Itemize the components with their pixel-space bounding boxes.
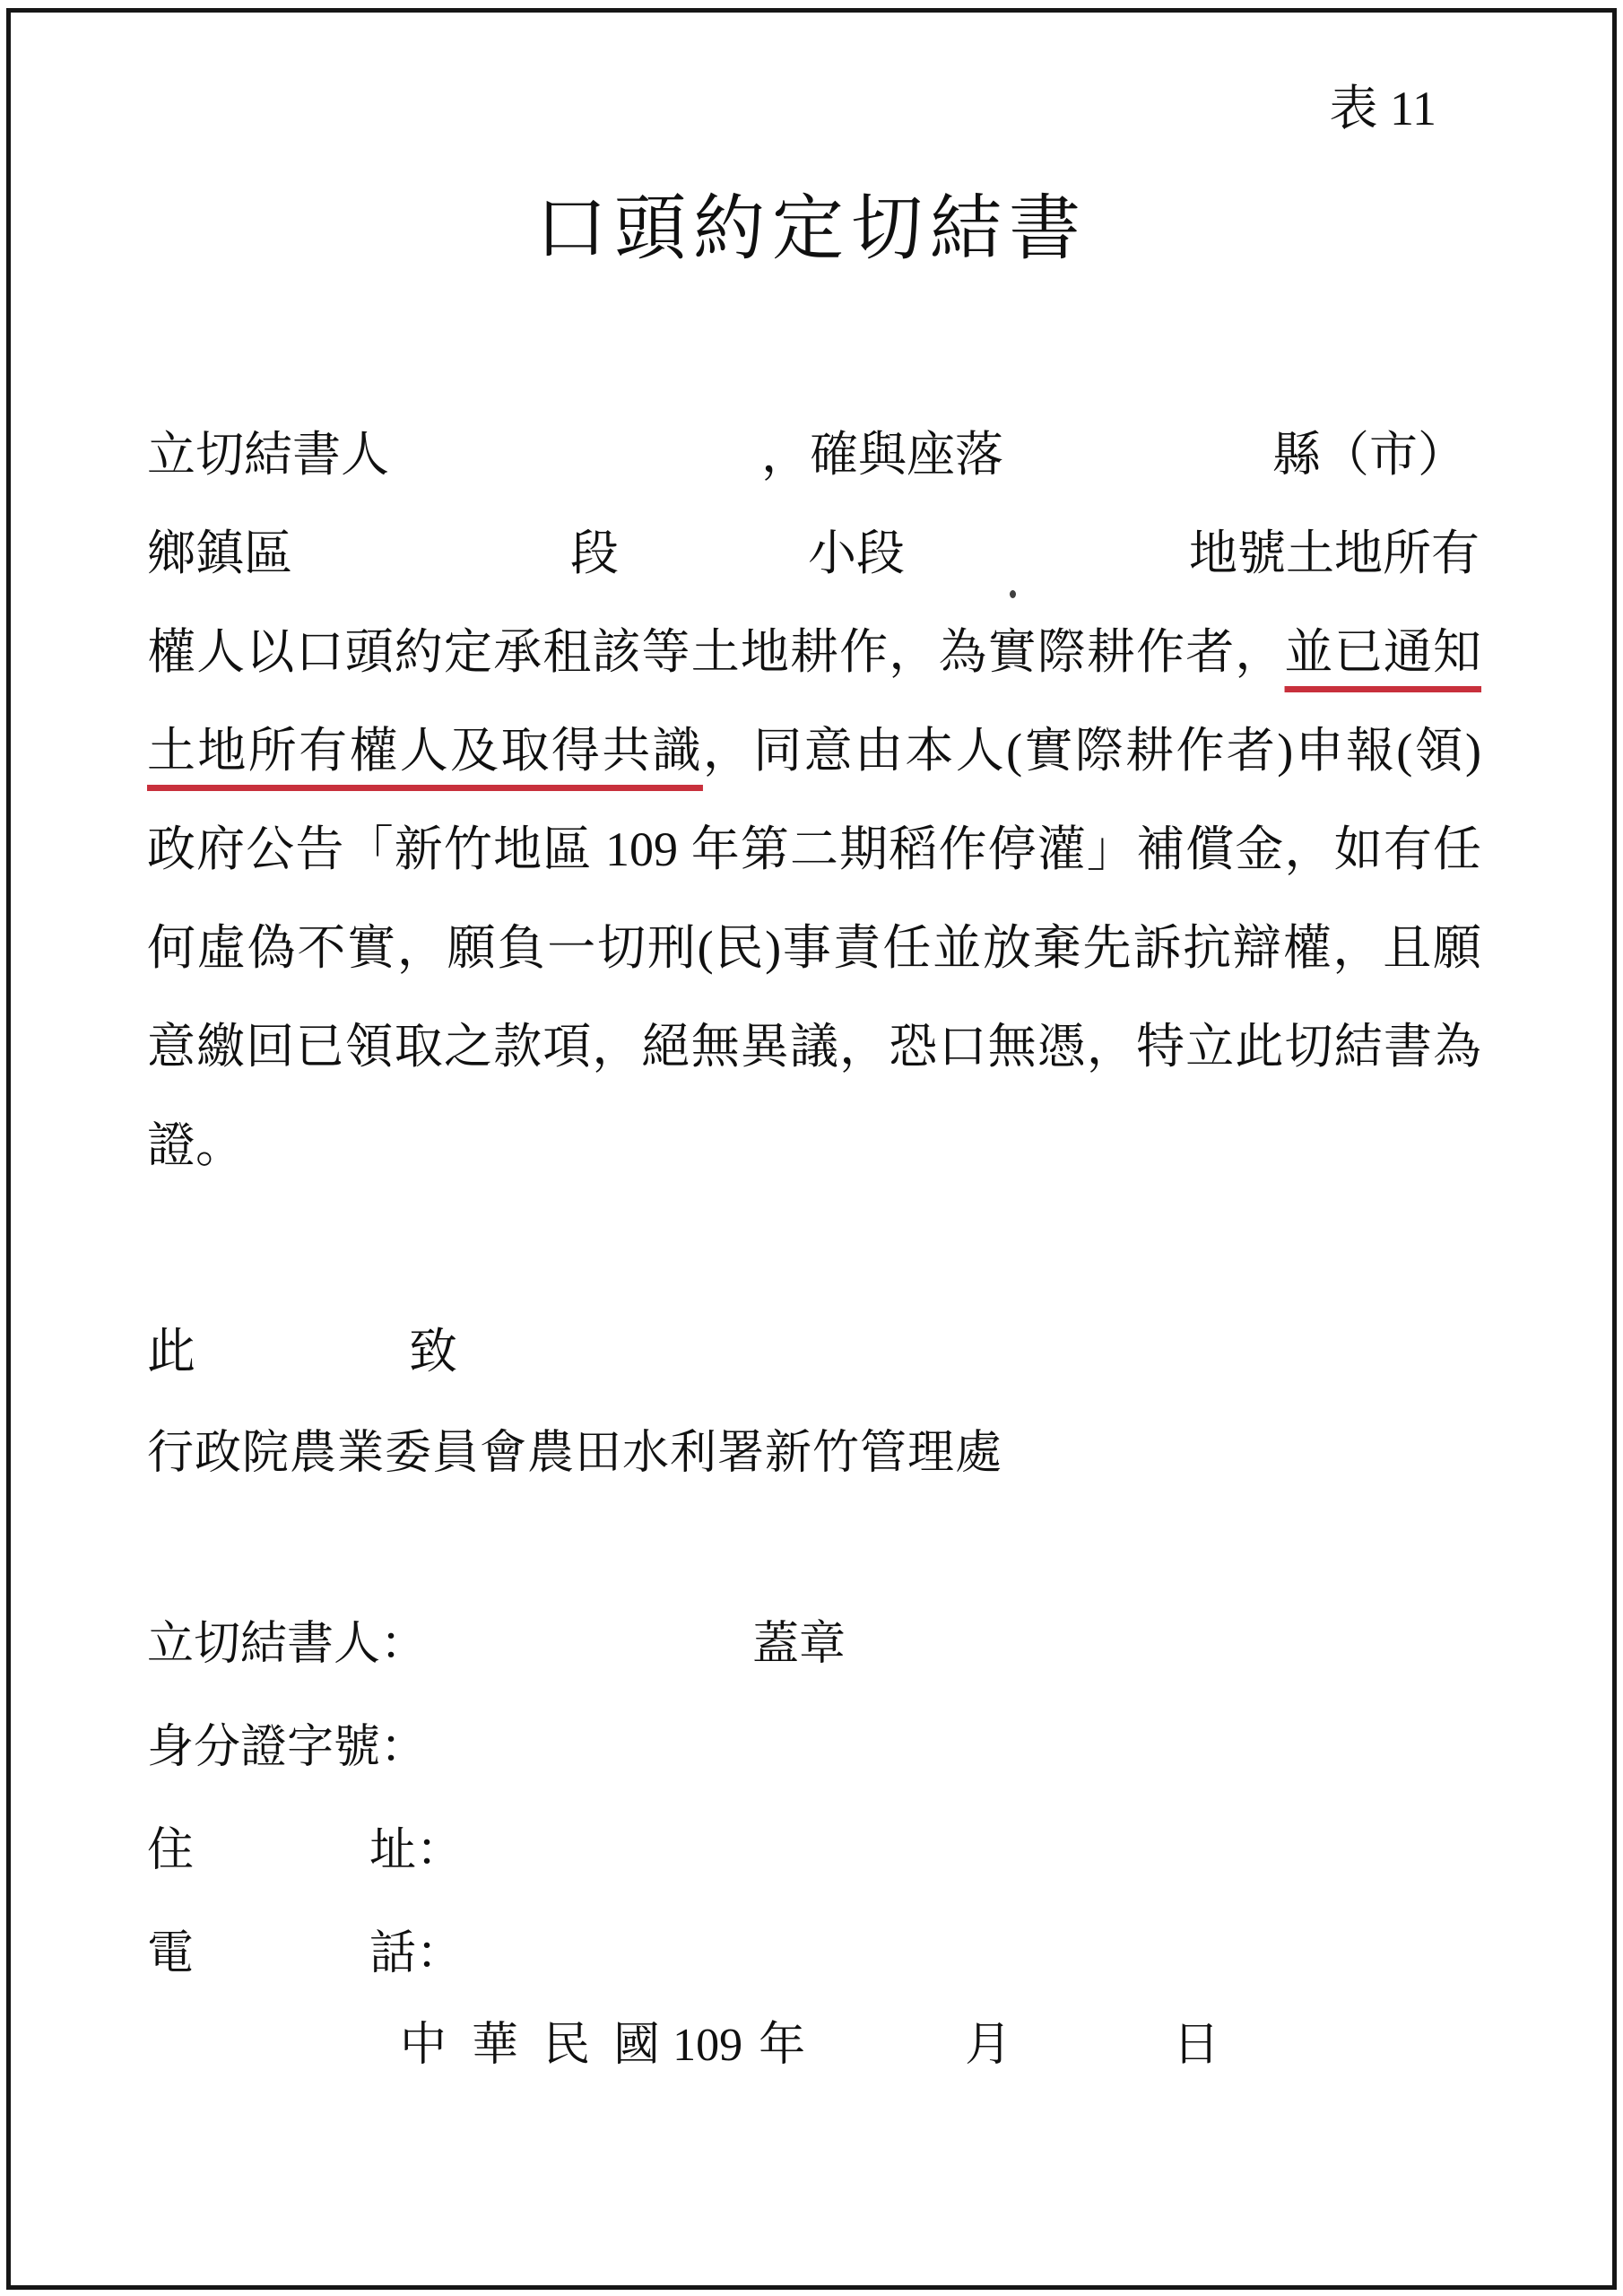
body-line-2 [147,504,1481,603]
sig-id-line [147,1696,846,1799]
sig-declarant-blank [427,1658,752,1659]
sig-address-right: 址： [369,1825,464,1876]
section-label: 段 [570,526,619,580]
body-line-4 [147,701,1481,800]
body-line-8: 證。 [147,1118,244,1172]
affidavit-body [147,405,1481,1195]
closing-salutation [147,1302,457,1401]
sig-id-label: 身分證字號： [147,1722,428,1773]
sig-phone-left: 電 [147,1928,195,1979]
closing-block [147,1302,457,1401]
subsection-label: 小段 [808,526,905,580]
section-blank [292,569,570,570]
sig-address-gap [194,1865,369,1866]
date-year-value: 109 [673,2020,743,2071]
subsection-blank [619,569,808,570]
date-gap [660,2059,673,2060]
line1-mid-text: ，確與座落 [761,428,1003,482]
line3-underlined-text: 並已通知 [1284,625,1482,679]
date-gap [742,2059,759,2060]
scan-artifact-dot [1010,590,1016,598]
county-label: 縣（市） [1272,428,1466,482]
date-day-unit: 日 [1173,2020,1220,2071]
date-year-unit: 年 [759,2020,806,2071]
line4-underlined-text: 土地所有權人及取得共識 [147,724,703,778]
date-gap [447,2059,472,2060]
body-line-7: 意繳回已領取之款項，絕無異議，恐口無憑，特立此切結書為 [147,1020,1481,1074]
body-line-3 [147,603,1481,701]
closing-gap [195,1367,409,1368]
sig-phone-gap [194,1968,369,1969]
declarant-name-blank [389,470,761,471]
township-label: 鄉鎮區 [147,526,292,580]
date-char-hua: 華 [472,2020,519,2071]
signature-block [147,1593,846,2005]
closing-to-char: 致 [409,1325,457,1378]
line4-text: ，同意由本人(實際耕作者)申報(領) [702,724,1481,778]
parcel-label: 地號土地所有 [1189,526,1480,580]
sig-address-line [147,1799,846,1902]
page-title: 口頭約定切結書 [535,190,1088,269]
seal-label: 蓋章 [752,1619,846,1670]
date-month-blank [805,2059,965,2060]
date-gap [590,2059,613,2060]
closing-this-char: 此 [147,1325,195,1378]
sig-phone-right: 話： [369,1928,464,1979]
declarant-label: 立切結書人 [147,428,389,482]
form-number: 表 11 [1329,82,1436,135]
sig-phone-line [147,1902,846,2005]
sig-declarant-line [147,1593,846,1696]
date-char-zhong: 中 [400,2020,447,2071]
date-left-pad [147,2059,400,2060]
line3-text: 權人以口頭約定承租該等土地耕作，為實際耕作者， [147,625,1285,679]
county-blank [1003,470,1272,471]
date-gap [518,2059,543,2060]
sig-declarant-label: 立切結書人： [147,1619,428,1670]
agency-name: 行政院農業委員會農田水利署新竹管理處 [147,1428,1003,1479]
date-char-min: 民 [543,2020,591,2071]
date-char-guo: 國 [613,2020,661,2071]
body-line-6: 何虛偽不實，願負一切刑(民)事責任並放棄先訴抗辯權，且願 [147,921,1481,975]
parcel-blank [905,569,1189,570]
body-line-1 [147,405,1481,504]
date-line [147,1996,1219,2095]
sig-address-left: 住 [147,1825,195,1876]
body-line-5: 政府公告「新竹地區 109 年第二期稻作停灌」補償金，如有任 [147,822,1481,876]
date-day-blank [1011,2059,1173,2060]
date-month-unit: 月 [965,2020,1012,2071]
